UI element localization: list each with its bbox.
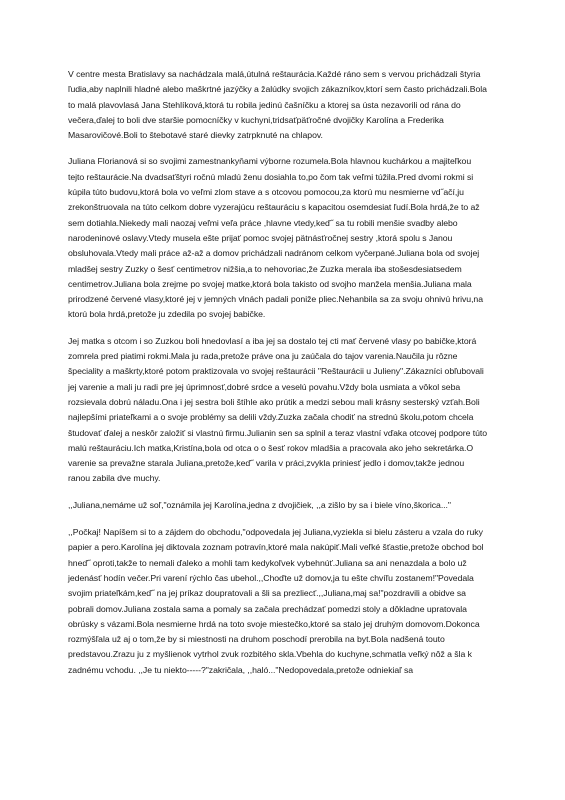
paragraph-5: ,,Počkaj! Napíšem si to a zájdem do obchodu,"odpovedala jej Juliana,vyziekla si bielu zásteru a vzala do ruky papier a pero.Karolína jej diktovala zoznam potravín,ktoré mala nakúpiť.Mali veľké šťastie,pretože obchod bol hneď˝ oproti,takže to nemali ďaleko a mohli tam kedykoľvek vybehnúť.Juliana sa ani nenazdala a bolo už jedenásť hodín večer.Pri varení rýchlo čas ubehol.,,Choďte už domov,ja tu ešte chvíľu zostanem!"Povedala svojim priateľkám,keď˝ na jej príkaz doupratovali a šli sa prezliecť.,,Juliana,maj sa!"pozdravili a obidve sa pobrali domov.Juliana zostala sama a pomaly sa začala prechádzať pomedzi stoly a dôkladne upratovala obrúsky s vázami.Bola nesmierne hrdá na toto svoje miestečko,ktoré sa stalo jej druhým domovom.Dokonca rozmýšľala už aj o tom,že by si miestnosti na druhom poschodí prerobila na byt.Bola nadšená touto predstavou.Zrazu ju z myšlienok vytrhol zvuk rozbitého skla.Vbehla do kuchyne,schmatla veľký nôž a šla k zadnému vchodu. ,,Je tu niekto-----?"zakričala, ,,haló..."Nedopovedala,pretože odniekiaľ sa: [68, 527, 484, 675]
paragraph-1: V centre mesta Bratislavy sa nachádzala malá,útulná reštaurácia.Každé ráno sem s vervou prichádzali štyria ľudia,aby naplnili hladné alebo maškrtné jazýčky a žalúdky svojich zákazníkov,ktorí sem často prichádzali.Bola to malá plavovlasá Jana Stehlíková,ktorá tu robila jedinú čašníčku a ktorej sa ústa nezavorili od rána do večera,ďalej to boli dve staršie pomocníčky v kuchyni,tridsaťpäťročné dvojičky Karolína a Frederika Masarovičové.Boli to štebotavé staré dievky zatrpknuté na chlapov.: [68, 69, 487, 141]
paragraph-3: Jej matka s otcom i so Zuzkou boli hnedovlasí a iba jej sa dostalo tej cti mať červené vlasy po babičke,ktorá zomrela pred piatimi rokmi.Mala ju rada,pretože práve ona ju zaúčala do tajov varenia.Naučila ju rôzne špeciality a maškrty,ktoré potom praktizovala vo svojej reštaurácii "Reštaurácii u Julieny".Zákazníci obľubovali jej varenie a mali ju radi pre jej úprimnosť,dobré srdce a veselú povahu.Vždy bola usmiata a vôkol seba rozsievala dobrú náladu.Ona i jej sestra boli štíhle ako prútik a medzi sebou mali krásny sesterský vzťah.Boli najlepšími priateľkami a o svoje problémy sa delili vždy.Zuzka začala chodiť na strednú školu,potom chcela študovať ďalej a neskôr založiť si vlastnú firmu.Julianin sen sa splnil a teraz vlastní vďaka otcovej podpore túto malú reštauráciu.Ich matka,Kristína,bola od otca o o šesť rokov mladšia a pracovala ako jeho sekretárka.O varenie sa prevažne starala Juliana,pretože,keď˝ varila v práci,zvykla priniesť jedlo i domov,takže jednou ranou zabila dve muchy.: [68, 335, 488, 484]
paragraph-2: Juliana Florianová si so svojimi zamestnankyňami výborne rozumela.Bola hlavnou kuchárkou a majiteľkou tejto reštaurácie.Na dvadsaťštyri ročnú mladú ženu dosiahla to,po čom tak veľmi túžila.Pred dvomi rokmi si kúpila túto budovu,ktorá bola vo veľmi zlom stave a s otcovou pomocou,za ktorú mu nesmierne vd˝ačí,ju zrekonštruovala na túto celkom dobre vyzerajúcu reštauráciu s kapacitou osemdesiat ľudí.Bola hrdá,že to až sem dotiahla.Niekedy mali naozaj veľmi veľa práce ,hlavne vtedy,keď˝ sa tu robili menšie svadby alebo narodeninové oslavy.Vtedy musela ešte prijať pomoc svojej pätnásťročnej sestry ,ktorá spolu s Janou obsluhovala.Vtedy mali práce až-až a domov prichádzali nadránom celkom vyčerpané.Juliana bola od svojej mladšej sestry Zuzky o šesť centimetrov nižšia,a to nehovoriac,že Zuzka merala iba stošesdesiatsedem centimetrov.Juliana bola zrejme po svojej matke,ktorá bola takisto od svojho manžela menšia.Juliana mala prirodzené červené vlasy,ktoré jej v jemných vlnách padali poniže pliec.Nehanbila sa za svoju ohnivú hrivu,na ktorú bola hrdá,pretože ju zdedila po svojej babičke.: [68, 156, 483, 320]
paragraph-4: ,,Juliana,nemáme už soľ,"oznámila jej Karolína,jedna z dvojičiek, ,,a zišlo by sa i biele víno,škorica...": [68, 499, 451, 510]
